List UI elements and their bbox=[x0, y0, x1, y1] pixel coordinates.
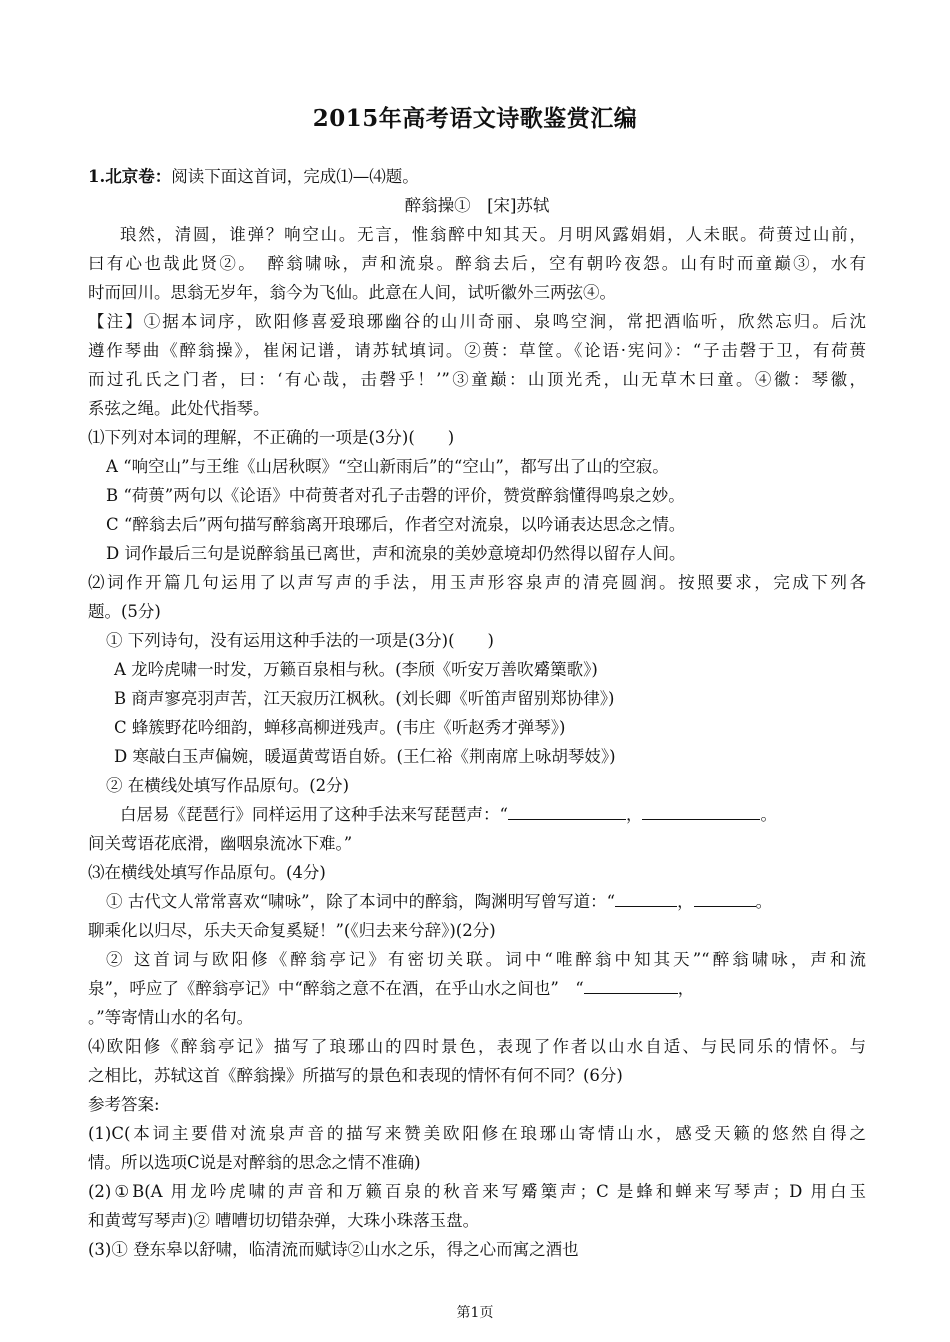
option-d: D 词作最后三句是说醉翁虽已离世，声和流泉的美妙意境却仍然得以留存人间。 bbox=[106, 544, 686, 563]
option-d: D 寒敲白玉声偏婉，暖逼黄莺语自娇。(王仁裕《荆南席上咏胡琴妓》) bbox=[114, 747, 616, 766]
fill-text: ， bbox=[677, 979, 695, 998]
question-label: 1.北京卷： bbox=[88, 167, 172, 186]
subquestion-4-stem: ⑷欧阳修《醉翁亭记》描写了琅琊山的四时景色，表现了作者以山水自适、与民同乐的情怀。与 bbox=[88, 1037, 866, 1056]
question-intro: 阅读下面这首词，完成⑴—⑷题。 bbox=[171, 167, 419, 186]
subquestion-1-stem: ⑴下列对本词的理解，不正确的一项是(3分)( ) bbox=[88, 428, 455, 447]
option-a: A 龙吟虎啸一时发，万籁百泉相与秋。(李颀《听安万善吹觱篥歌》) bbox=[114, 660, 598, 679]
answer-blank[interactable] bbox=[584, 975, 678, 994]
question-1-header bbox=[88, 162, 866, 191]
fill-in-line bbox=[88, 887, 866, 916]
poem-line: 琅然，清圆，谁弹？响空山。无言，惟翁醉中知其天。月明风露娟娟，人未眠。荷蒉过山前， bbox=[120, 225, 866, 244]
answer-line: 和黄莺写琴声)② 嘈嘈切切错杂弹，大珠小珠落玉盘。 bbox=[88, 1211, 480, 1230]
subquestion-2-part-1: ① 下列诗句，没有运用这种手法的一项是(3分)( ) bbox=[106, 631, 494, 650]
fill-text: ① 古代文人常常喜欢“啸咏”，除了本词中的醉翁，陶渊明写曾写道：“ bbox=[106, 892, 616, 911]
subquestion-2-part-2: ② 在横线处填写作品原句。(2分) bbox=[106, 776, 350, 795]
fill-in-line bbox=[88, 974, 866, 1003]
fill-text: 。 bbox=[755, 892, 773, 911]
notes-line: 【注】①据本词序，欧阳修喜爱琅琊幽谷的山川奇丽、泉鸣空涧，常把酒临听，欣然忘归。后沈 bbox=[88, 312, 866, 331]
fill-text: ， bbox=[677, 892, 694, 911]
subquestion-3-part-2: ② 这首词与欧阳修《醉翁亭记》有密切关联。词中“唯醉翁中知其天”“醉翁啸咏，声和流 bbox=[106, 950, 866, 969]
answer-line: (1)C(本词主要借对流泉声音的描写来赞美欧阳修在琅琊山寄情山水，感受天籁的悠然自得之 bbox=[88, 1124, 866, 1143]
fill-in-cont: 聊乘化以归尽，乐夫天命复奚疑！”(《归去来兮辞》)(2分) bbox=[88, 921, 496, 940]
poem-line: 时而回川。思翁无岁年，翁今为飞仙。此意在人间，试听徽外三两弦④。 bbox=[88, 283, 616, 302]
poem-title: 醉翁操① [宋]苏轼 bbox=[404, 196, 550, 215]
page-number: 第1页 bbox=[456, 1305, 494, 1321]
document-title: 2015年高考语文诗歌鉴赏汇编 bbox=[312, 105, 638, 132]
subquestion-3-stem: ⑶在横线处填写作品原句。(4分) bbox=[88, 863, 326, 882]
notes-line: 遵作琴曲《醉翁操》，崔闲记谱，请苏轼填词。②蒉：草筐。《论语·宪问》：“子击磬于卫，有荷蒉 bbox=[88, 341, 866, 360]
answer-line: 情。所以选项C说是对醉翁的思念之情不准确) bbox=[88, 1153, 421, 1172]
fill-in-cont: 。”等寄情山水的名句。 bbox=[88, 1008, 254, 1027]
option-b: B 商声寥亮羽声苦，江天寂历江枫秋。(刘长卿《听笛声留别郑协律》) bbox=[114, 689, 615, 708]
document-body bbox=[88, 162, 866, 1264]
answer-blank[interactable] bbox=[694, 888, 756, 907]
notes-line: 而过孔氏之门者，曰：‘有心哉，击磬乎！’”③童巅：山顶光秃，山无草木曰童。④徽：琴徽， bbox=[88, 370, 866, 389]
notes-line: 系弦之绳。此处代指琴。 bbox=[88, 399, 270, 418]
subquestion-4-stem-cont: 之相比，苏轼这首《醉翁操》所描写的景色和表现的情怀有何不同？(6分) bbox=[88, 1066, 623, 1085]
answer-blank[interactable] bbox=[615, 888, 677, 907]
answer-blank[interactable] bbox=[642, 801, 760, 820]
subquestion-2-stem-cont: 题。(5分) bbox=[88, 602, 161, 621]
option-a: A “响空山”与王维《山居秋暝》“空山新雨后”的“空山”，都写出了山的空寂。 bbox=[106, 457, 669, 476]
answer-line: (3)① 登东皋以舒啸，临清流而赋诗②山水之乐，得之心而寓之酒也 bbox=[88, 1240, 579, 1259]
fill-in-cont: 间关莺语花底滑，幽咽泉流冰下难。” bbox=[88, 834, 353, 853]
fill-text: 白居易《琵琶行》同样运用了这种手法来写琵琶声：“ bbox=[120, 805, 508, 824]
subquestion-2-stem: ⑵词作开篇几句运用了以声写声的手法，用玉声形容泉声的清亮圆润。按照要求，完成下列各 bbox=[88, 573, 866, 592]
fill-text: 泉”，呼应了《醉翁亭记》中“醉翁之意不在酒，在乎山水之间也” “ bbox=[88, 979, 584, 998]
option-c: C “醉翁去后”两句描写醉翁离开琅琊后，作者空对流泉，以吟诵表达思念之情。 bbox=[106, 515, 686, 534]
option-c: C 蜂簇野花吟细韵，蝉移高柳迸残声。(韦庄《听赵秀才弹琴》) bbox=[114, 718, 566, 737]
fill-text: ， bbox=[625, 805, 643, 824]
poem-line: 曰有心也哉此贤②。 醉翁啸咏，声和流泉。醉翁去后，空有朝吟夜怨。山有时而童巅③，水有 bbox=[88, 254, 866, 273]
fill-in-line bbox=[88, 800, 866, 829]
answers-heading: 参考答案: bbox=[88, 1095, 160, 1114]
answer-line: (2)①B(A 用龙吟虎啸的声音和万籁百泉的秋音来写觱篥声；C 是蜂和蝉来写琴声；D 用白玉 bbox=[88, 1182, 866, 1201]
option-b: B “荷蒉”两句以《论语》中荷蒉者对孔子击磬的评价，赞赏醉翁懂得鸣泉之妙。 bbox=[106, 486, 685, 505]
fill-text: 。 bbox=[760, 805, 777, 824]
answer-blank[interactable] bbox=[508, 801, 626, 820]
